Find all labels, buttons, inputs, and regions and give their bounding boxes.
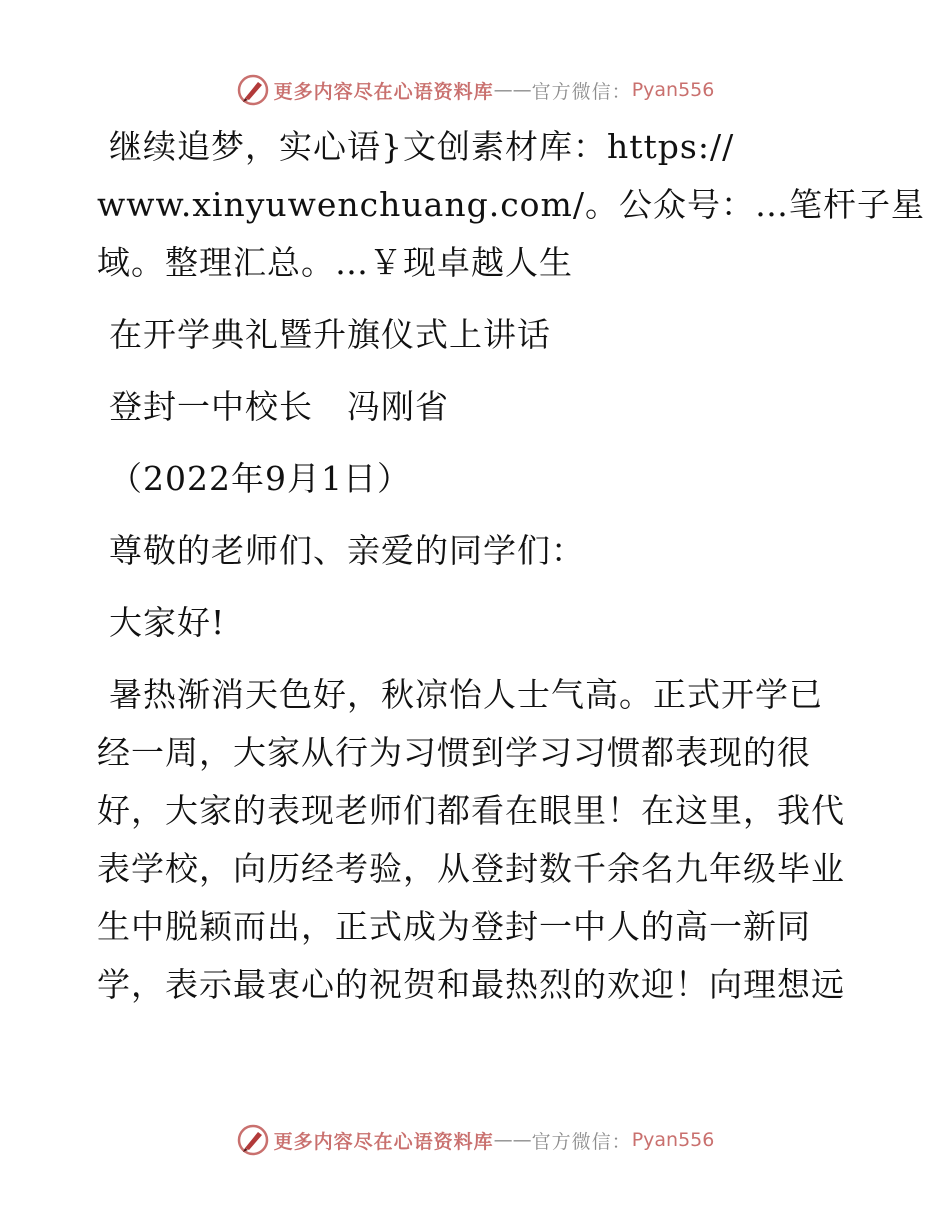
footer-banner xyxy=(0,1120,950,1160)
document-body xyxy=(97,118,925,1014)
banner-separator: —— xyxy=(493,79,532,101)
intro-line: 域。整理汇总。…￥现卓越人生 xyxy=(97,243,573,282)
greeting: 大家好! xyxy=(109,603,226,642)
body-line: 好，大家的表现老师们都看在眼里！在这里，我代 xyxy=(97,791,845,830)
quill-pen-logo-icon xyxy=(236,1123,270,1157)
body-line: 表学校，向历经考验，从登封数千余名九年级毕业 xyxy=(97,849,845,888)
speech-title: 在开学典礼暨升旗仪式上讲话 xyxy=(109,315,551,354)
speaker-line: 登封一中校长 冯刚省 xyxy=(109,387,449,426)
salutation: 尊敬的老师们、亲爱的同学们： xyxy=(109,531,585,570)
banner-wechat-label: 官方微信： xyxy=(531,1130,632,1153)
banner-separator: —— xyxy=(493,1129,532,1151)
body-line: 生中脱颖而出，正式成为登封一中人的高一新同 xyxy=(97,907,811,946)
quill-pen-logo-icon xyxy=(236,73,270,107)
body-line: 暑热渐消天色好，秋凉怡人士气高。正式开学已 xyxy=(109,675,823,714)
intro-line: 继续追梦，实心语}文创素材库：https:// xyxy=(109,127,735,166)
banner-wechat-label: 官方微信： xyxy=(531,80,632,103)
banner-wechat-id: Pyan556 xyxy=(631,1129,715,1151)
banner-lead-text: 更多内容尽在心语资料库 xyxy=(273,1130,494,1153)
body-line: 学，表示最衷心的祝贺和最热烈的欢迎！向理想远 xyxy=(97,965,845,1004)
banner-wechat-id: Pyan556 xyxy=(631,79,715,101)
header-banner xyxy=(0,70,950,110)
date-line: （2022年9月1日） xyxy=(109,459,411,498)
body-line: 经一周，大家从行为习惯到学习习惯都表现的很 xyxy=(97,733,811,772)
intro-line: www.xinyuwenchuang.com/。公众号：…笔杆子星 xyxy=(97,185,925,224)
banner-lead-text: 更多内容尽在心语资料库 xyxy=(273,80,494,103)
